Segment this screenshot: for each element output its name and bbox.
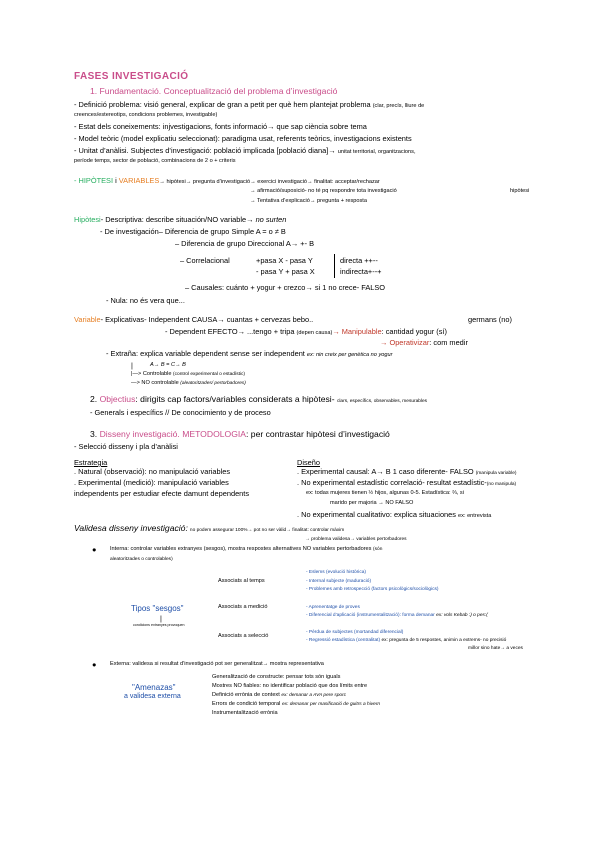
section-3-heading: 3. Disseny investigació. METODOLOGIA: per contrastar hipòtesi d’investigació — [90, 429, 390, 439]
text-line: → Tentativa d’explicació→ pregunta + resposta — [250, 198, 367, 204]
text-line: . Experimental (medició): manipulació variables — [74, 478, 229, 487]
text-line: - Selecció disseny i pla d’anàlisi — [74, 442, 178, 451]
text-line: germans (no) — [468, 315, 512, 324]
text-line: - Unitat d’anàlisi. Subjectes d’investigació: població implicada [població diana]→ unitat territorial, organitzacions, — [74, 146, 416, 155]
text-line: condicions extranyes provoquen — [133, 623, 185, 627]
list-item: - Internal subjecte (maduració) — [306, 579, 372, 584]
list-item: Mostres NO fiables: no identificar població que dos límits entre — [212, 683, 368, 689]
text-line: - De investigación– Diferencia de grupo Simple A = o ≠ B — [100, 227, 286, 236]
text-line: - Generals i específics // De conocimiento y de proceso — [90, 408, 271, 417]
text-line: – Diferencia de grupo Direccional A→ +- B — [175, 239, 315, 248]
text-line: . Experimental causal: A→ B 1 caso diferente- FALSO (manipula variable) — [297, 467, 517, 476]
tree-bar: | — [131, 361, 133, 370]
text-line: - pasa Y + pasa X — [256, 267, 315, 276]
text-line: . Natural (observació): no manipulació variables — [74, 467, 231, 476]
list-item: - Eslems (evolució històrica) — [306, 570, 366, 575]
variable-dependent: - Dependent EFECTO→ ...tengo + tripa (depen causa)→ Manipulable: cantidad yogur (sí) — [165, 327, 447, 336]
list-item: Instrumentalització errònia — [212, 710, 278, 716]
list-item: - Pèrdua de subjectes (mortandad diferencial) — [306, 630, 404, 635]
text-line: → afirmació/suposició- no té pq respondre tota investigació — [250, 188, 397, 194]
text-line: aleatoritzades o controlables) — [110, 557, 173, 562]
validesa-heading: Validesa disseny investigació: no podem assegurar 100%→ pot no ser vàlid→ finalitat: controlar màxim — [74, 523, 345, 533]
variable-operativizar: → Operativizar: com medir — [380, 338, 468, 347]
list-item: Errors de condició temporal ex: demanar per masificació de guitrs a hivern — [212, 701, 381, 707]
variable-explicativas: Variable- Explicativas- Independent CAUSA→ cuantas + cervezas bebo.. — [74, 315, 314, 324]
text-line: . No experimental estadístic correlació- resultat estadístic-(no manipula) — [297, 478, 517, 487]
text-line: - Estat dels coneixements: injvestigacions, fonts informació→ que sap ciència sobre tema — [74, 122, 367, 131]
text-line: A→ B = C→ B — [150, 362, 186, 368]
text-line: – Correlacional — [180, 256, 230, 265]
text-line: Externa: validesa si resultat d’investigació pot ser generalitzat→ mostra representativa — [110, 661, 324, 667]
list-item: - Problemes amb retrospecció (factors psicològics/sociològics) — [306, 587, 439, 592]
hipotesi-descriptiva: Hipòtesi- Descriptiva: describe situación/NO variable→ no surten — [74, 215, 287, 224]
text-line: creences/estereotips, condicions problemes, investigable) — [74, 112, 218, 118]
list-item: - Diferencial d’aplicació (instrumentalització): forma demanar ex: vols Kebab :) o pes:( — [306, 613, 488, 618]
bullet: ● — [92, 545, 97, 554]
section-2-heading: 2. Objectius: dirigits cap factors/variables considerats a hipòtesi- clars, específics, observables, mesurables — [90, 394, 428, 404]
disseny-heading: Diseño — [297, 458, 321, 467]
estrategia-heading: Estrategia — [74, 458, 108, 467]
list-item: Generalització de constructe: pensar tots són iguals — [212, 674, 341, 680]
text-line: millor sino hate→ a veces — [468, 646, 523, 651]
variable-extrana: - Extraña: explica variable dependent sense ser independent ex: nin creix per genètica no yogur — [106, 349, 393, 358]
text-line: independents per estudiar efecte damunt dependents — [74, 489, 250, 498]
amenazas-label: a validesa externa — [124, 693, 181, 700]
text-line: hipòtesi — [510, 188, 530, 194]
text-line: Interna: controlar variables extranyes (sesgos), mostra respostes alternatives NO variables pertorbadores (són — [110, 546, 383, 552]
text-line: marido per majoria → NO FALSO — [330, 500, 414, 506]
tree-bar: | — [160, 614, 162, 623]
group-label: Associats a medició — [218, 604, 268, 610]
list-item: - Regressió estadística (centralitat) ex: pregunta de 5 respostes, animin a extrems- no precisió — [306, 638, 507, 643]
text-line: directa ++-- — [340, 256, 378, 265]
group-label: Associats al temps — [218, 578, 265, 584]
text-line: - Model teòric (model explicatiu seleccionat): paradigma usat, referents teòrics, investigacions existents — [74, 134, 412, 143]
text-line: —> NO controlable (aleatoritzades/ pertorbadores) — [131, 380, 246, 386]
hipotesi-variables-row: - HIPÒTESI i VARIABLES→ hipòtesi→ pregunta d’investigació→ exercici investigació→ finalitat: acceptar/rechazar — [74, 176, 380, 185]
text-line: indirecta+--+ — [340, 267, 382, 276]
text-line: – Causales: cuánto + yogur + crezco→ si 1 no crece- FALSO — [185, 283, 386, 292]
text-line: ex: todas mujeres tienen ½ hijos, algunas 0-5. Estadística: ⅔, si — [306, 490, 464, 496]
text-line: → problema validesa→ variables pertorbadores — [305, 537, 407, 542]
list-item: - Aprenentatge de proves — [306, 605, 360, 610]
bullet: ● — [92, 660, 97, 669]
divider — [334, 254, 335, 278]
text-line: |—> Controlable (control experimental o estadístic) — [131, 371, 246, 377]
list-item: Definició errònia de context ex: demanar a AVA pere sporc — [212, 692, 347, 698]
page-title: FASES INVESTIGACIÓ — [74, 71, 189, 82]
text-line: . No experimental cualitativo: explica situaciones ex: entrevista — [297, 510, 492, 519]
text-line: - Definició problema: visió general, explicar de gran a petit per què hem plantejat problema (clar, precís, lliure de — [74, 100, 425, 109]
tipos-sesgos-label: Tipos "sesgos" — [131, 604, 184, 613]
section-1-heading: 1. Fundamentació. Conceptualització del problema d’investigació — [90, 86, 338, 96]
text-line: +pasa X - pasa Y — [256, 256, 313, 265]
text-line: - Nula: no és vera que... — [106, 296, 185, 305]
group-label: Associats a selecció — [218, 633, 269, 639]
amenazas-label: "Amenazas" — [132, 683, 176, 692]
text-line: període temps, sector de població, combinacions de 2 o + criteris — [74, 158, 236, 164]
